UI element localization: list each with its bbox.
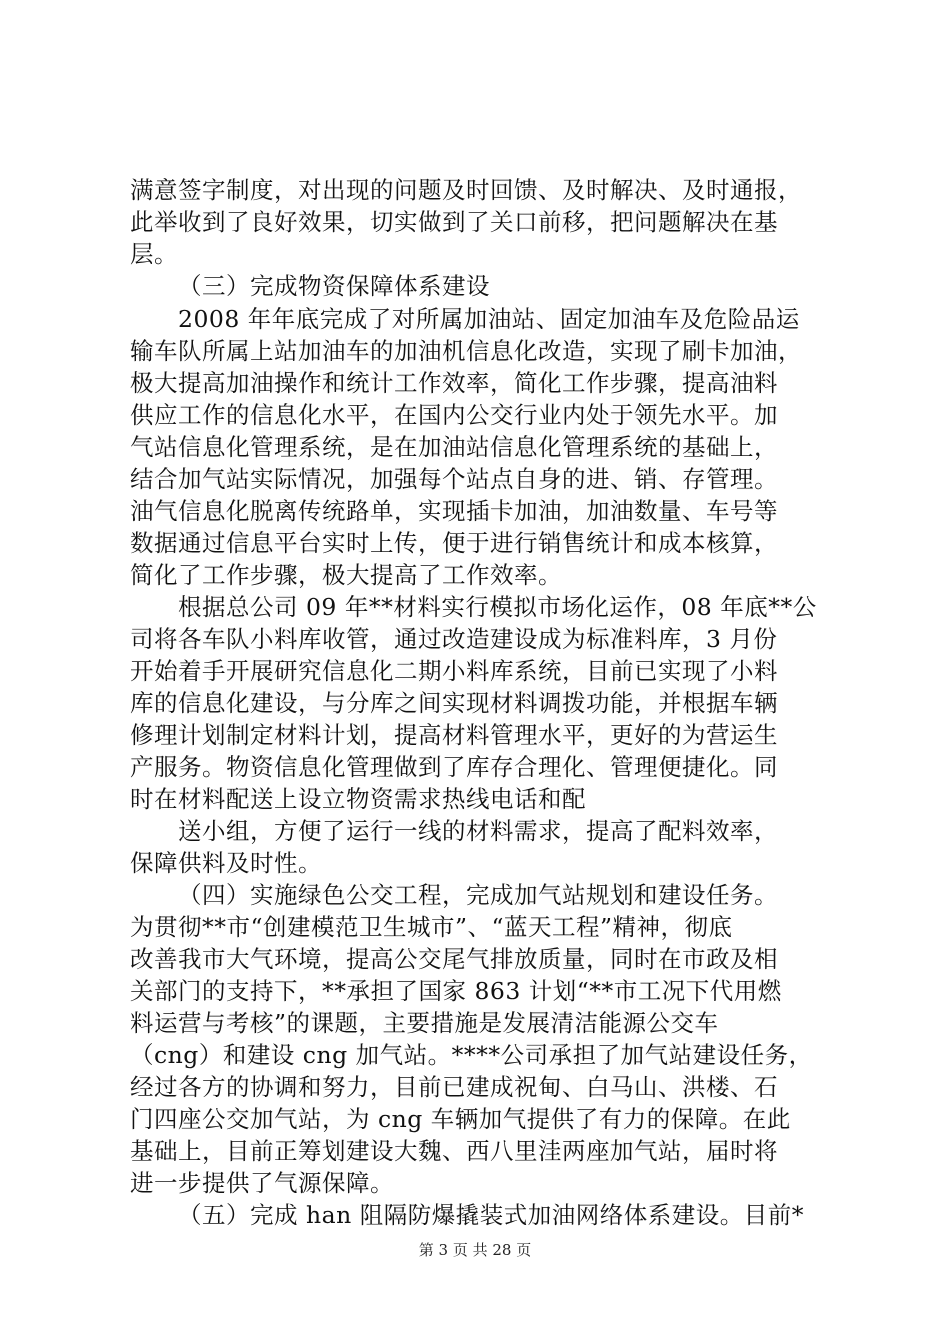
text-line: 产服务。物资信息化管理做到了库存合理化、管理便捷化。同: [130, 753, 778, 781]
text-line: 送小组，方便了运行一线的材料需求，提高了配料效率，: [178, 817, 778, 845]
text-line: 为贯彻**市“创建模范卫生城市”、“蓝天工程”精神，彻底: [130, 913, 733, 941]
section-heading: （三）完成物资保障体系建设: [178, 272, 490, 300]
section-heading: （五）完成 han 阻隔防爆撬装式加油网络体系建设。目前*: [178, 1201, 804, 1229]
text-line: 简化了工作步骤，极大提高了工作效率。: [130, 561, 562, 589]
text-line: （cng）和建设 cng 加气站。****公司承担了加气站建设任务，: [130, 1041, 813, 1069]
text-line: 油气信息化脱离传统路单，实现插卡加油，加油数量、车号等: [130, 497, 778, 525]
text-line: 结合加气站实际情况，加强每个站点自身的进、销、存管理。: [130, 465, 778, 493]
text-line: 极大提高加油操作和统计工作效率，简化工作步骤，提高油料: [130, 369, 778, 397]
text-line: 此举收到了良好效果，切实做到了关口前移，把问题解决在基: [130, 208, 778, 236]
text-line: 2008 年年底完成了对所属加油站、固定加油车及危险品运: [178, 305, 800, 333]
page-number-footer: 第 3 页 共 28 页: [418, 1241, 532, 1259]
section-heading: （四）实施绿色公交工程，完成加气站规划和建设任务。: [178, 881, 778, 909]
text-line: 关部门的支持下，**承担了国家 863 计划“**市工况下代用燃: [130, 977, 782, 1005]
text-line: 经过各方的协调和努力，目前已建成祝甸、白马山、洪楼、石: [130, 1073, 778, 1101]
text-line: 时在材料配送上设立物资需求热线电话和配: [130, 785, 586, 813]
text-line: 改善我市大气环境，提高公交尾气排放质量，同时在市政及相: [130, 945, 778, 973]
text-line: 进一步提供了气源保障。: [130, 1169, 394, 1197]
text-line: 满意签字制度，对出现的问题及时回馈、及时解决、及时通报，: [130, 176, 802, 204]
text-line: 供应工作的信息化水平，在国内公交行业内处于领先水平。加: [130, 401, 778, 429]
text-line: 数据通过信息平台实时上传，便于进行销售统计和成本核算，: [130, 529, 778, 557]
text-line: 输车队所属上站加油车的加油机信息化改造，实现了刷卡加油，: [130, 337, 802, 365]
text-line: 开始着手开展研究信息化二期小料库系统，目前已实现了小料: [130, 657, 778, 685]
text-line: 司将各车队小料库收管，通过改造建设成为标准料库，3 月份: [130, 625, 778, 653]
text-line: 库的信息化建设，与分库之间实现材料调拨功能，并根据车辆: [130, 689, 778, 717]
text-line: 修理计划制定材料计划，提高材料管理水平，更好的为营运生: [130, 721, 778, 749]
text-line: 层。: [130, 240, 178, 268]
text-line: 气站信息化管理系统，是在加油站信息化管理系统的基础上，: [130, 433, 778, 461]
text-line: 基础上，目前正筹划建设大魏、西八里洼两座加气站，届时将: [130, 1137, 778, 1165]
text-line: 保障供料及时性。: [130, 849, 322, 877]
text-line: 料运营与考核”的课题，主要措施是发展清洁能源公交车: [130, 1009, 719, 1037]
text-line: 根据总公司 09 年**材料实行模拟市场化运作，08 年底**公: [178, 593, 817, 621]
text-line: 门四座公交加气站，为 cng 车辆加气提供了有力的保障。在此: [130, 1105, 791, 1133]
